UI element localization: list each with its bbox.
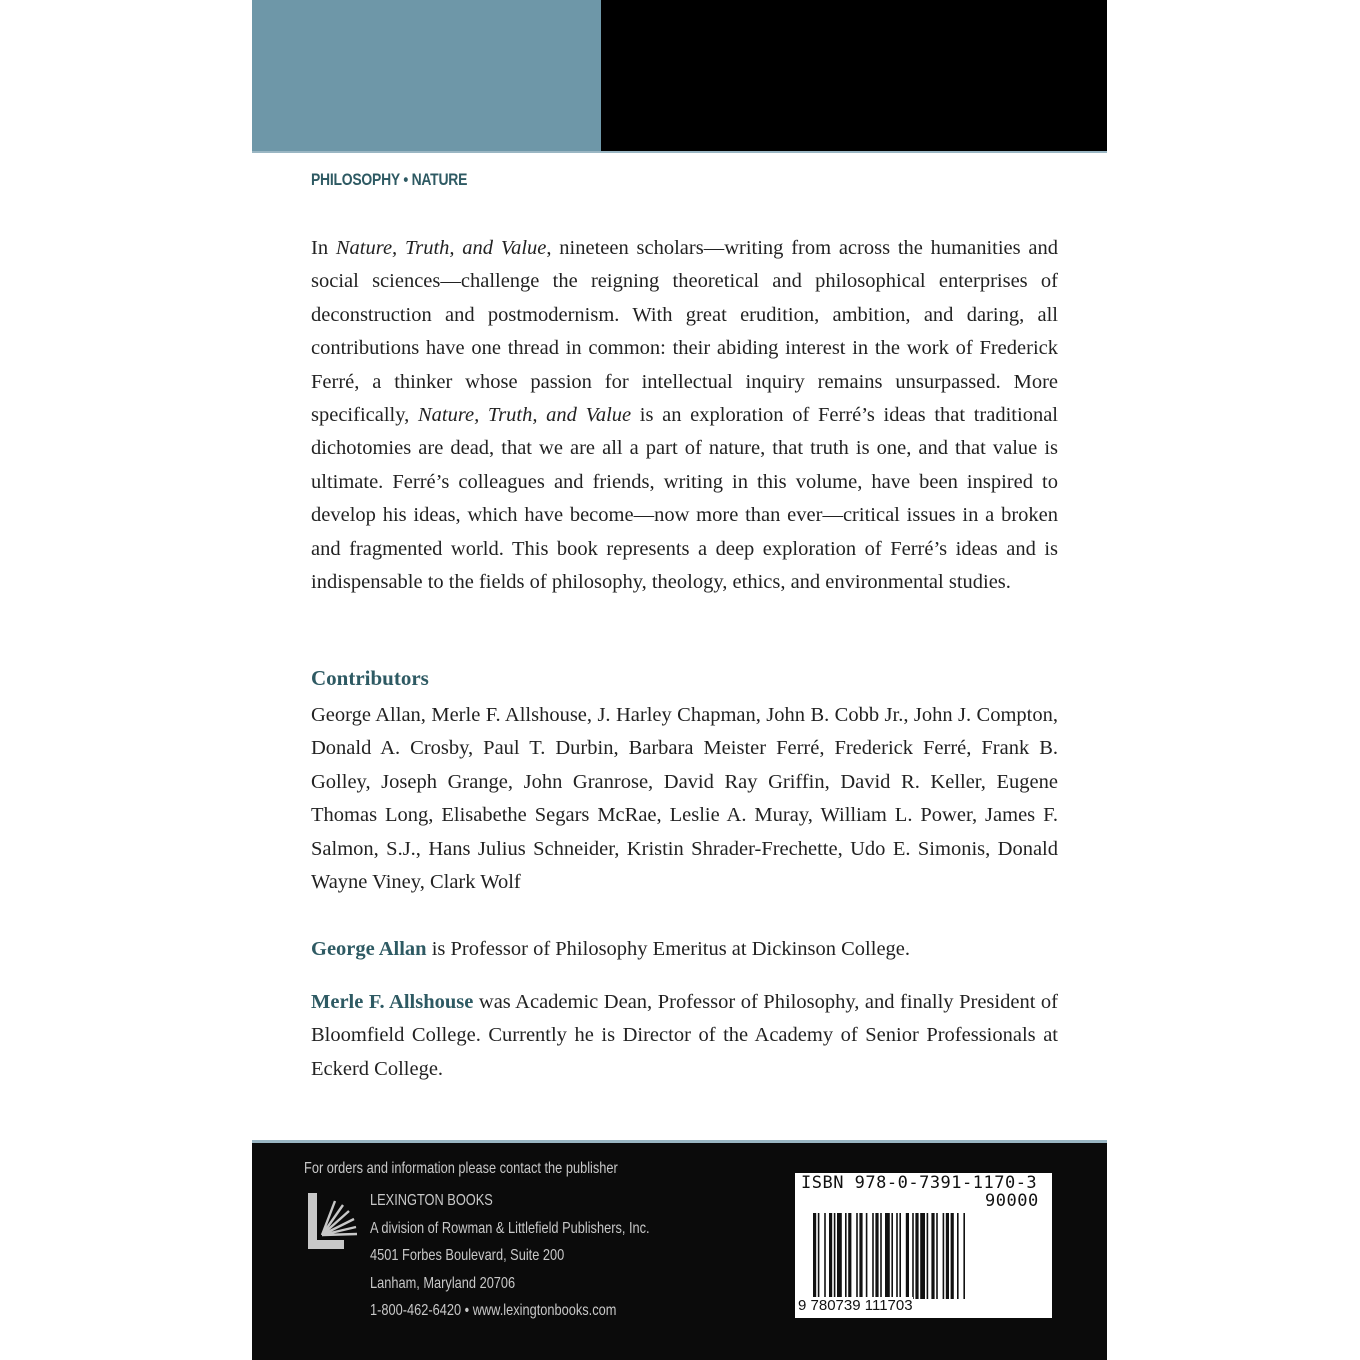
barcode-bar xyxy=(963,1213,965,1299)
top-black-band xyxy=(601,0,1107,152)
barcode-bar xyxy=(880,1213,882,1299)
publisher-details xyxy=(370,1187,650,1325)
publisher-intro: For orders and information please contact the publisher xyxy=(304,1160,618,1177)
barcode-bar xyxy=(829,1213,832,1299)
contributors-list: George Allan, Merle F. Allshouse, J. Harley Chapman, John B. Cobb Jr., John J. Compton, Donald A. Crosby, Paul T. Durbin, Barbara Meister Ferré, Frederick Ferré, Frank B. Golley, Joseph Grange, John Granrose, David Ray Griffin, David R. Keller, Eugene Thomas Long, Elisabethe Segars McRae, Leslie A. Muray, William L. Power, James F. Salmon, S.J., Hans Julius Schneider, Kristin Shrader-Frechette, Udo E. Simonis, Donald Wayne Viney, Clark Wolf xyxy=(311,704,1058,894)
barcode-bar xyxy=(951,1213,954,1299)
barcode-bar xyxy=(931,1213,934,1299)
barcode-bar xyxy=(896,1213,898,1299)
publisher-band xyxy=(252,1140,1107,1360)
publisher-division: A division of Rowman & Littlefield Publishers, Inc. xyxy=(370,1219,650,1237)
publisher-contact: 1-800-462-6420 • www.lexingtonbooks.com xyxy=(370,1302,617,1319)
barcode-bar xyxy=(885,1213,890,1299)
barcode-bar xyxy=(848,1213,851,1299)
book-back-cover xyxy=(252,0,1107,1360)
barcode-bar xyxy=(837,1213,842,1299)
description-segment: is an exploration of Ferré’s ideas that traditional dichotomies are dead, that we are all a part of nature, that truth is one, and that value is ultimate. Ferré’s colleagues and friends, writing in this volume, have been inspired to develop his ideas, which have become—now more than ever—critical issues in a broken and fragmented world. This book represents a deep exploration of Ferré’s ideas and is indispensable to the fields of philosophy, theology, ethics, and environmental studies. xyxy=(311,404,1058,594)
barcode-bar xyxy=(957,1213,959,1299)
barcode-bar xyxy=(875,1213,878,1299)
barcode-bar xyxy=(824,1213,826,1299)
bottom-divider xyxy=(252,1140,1107,1143)
barcode-bar xyxy=(813,1213,816,1299)
author-bio xyxy=(311,933,1058,966)
barcode-bar xyxy=(906,1213,909,1299)
bio-name: George Allan xyxy=(311,938,427,960)
bio-text: was Academic Dean, Professor of Philosophy, and finally President of Bloomfield College. Currently he is Director of the Academy of Senior Professionals at Eckerd College. xyxy=(311,991,1059,1080)
price-addon-code: 90000 xyxy=(985,1191,1039,1211)
isbn-number: ISBN 978-0-7391-1170-3 xyxy=(801,1173,1038,1193)
barcode-bar xyxy=(899,1213,901,1299)
barcode-bar xyxy=(936,1213,938,1299)
publisher-name: LEXINGTON BOOKS xyxy=(370,1192,493,1209)
book-title-italic: Nature, Truth, and Value xyxy=(417,404,632,427)
author-bio xyxy=(311,986,1058,1086)
bio-name: Merle F. Allshouse xyxy=(311,991,474,1013)
barcode-bar xyxy=(856,1213,858,1299)
barcode-bar xyxy=(943,1213,945,1299)
description-segment: In xyxy=(311,237,336,259)
barcode-bar xyxy=(946,1213,949,1299)
publisher-address-line2: Lanham, Maryland 20706 xyxy=(370,1274,516,1292)
description-segment: , nineteen scholars—writing from across the humanities and social sciences—challenge the reigning theoretical and philosophical enterprises of deconstruction and postmodernism. With great erudition, ambition, and daring, all contributions have one thread in common: their abiding interest in the work of Frederick Ferré, a thinker whose passion for intellectual inquiry remains unsurpassed. More specifically, xyxy=(311,237,1058,427)
barcode-bar xyxy=(866,1213,868,1299)
barcode-bar xyxy=(845,1213,847,1299)
barcode-bar xyxy=(859,1213,862,1299)
category-label: PHILOSOPHY • NATURE xyxy=(311,170,468,189)
barcode-bar xyxy=(834,1213,836,1299)
contributors-heading: Contributors xyxy=(311,666,429,690)
barcode-bar xyxy=(927,1213,929,1299)
top-divider xyxy=(252,151,1107,153)
description xyxy=(311,232,1058,599)
barcode-bar xyxy=(872,1213,874,1299)
barcode xyxy=(795,1173,1052,1318)
barcode-bar xyxy=(891,1213,893,1299)
publisher-address-line1: 4501 Forbes Boulevard, Suite 200 xyxy=(370,1247,565,1264)
lexington-logo-icon xyxy=(308,1193,358,1249)
book-title-italic: Nature, Truth, and Value xyxy=(335,237,547,259)
barcode-bar xyxy=(920,1213,925,1299)
barcode-bars xyxy=(813,1213,1041,1299)
top-color-band xyxy=(252,0,601,152)
bio-text: is Professor of Philosophy Emeritus at Dickinson College. xyxy=(426,938,911,960)
ean-digits: 9 780739 111703 xyxy=(798,1297,913,1314)
barcode-bar xyxy=(818,1213,820,1299)
barcode-bar xyxy=(912,1213,914,1299)
description-text xyxy=(311,232,1058,599)
barcode-bar xyxy=(915,1213,918,1299)
